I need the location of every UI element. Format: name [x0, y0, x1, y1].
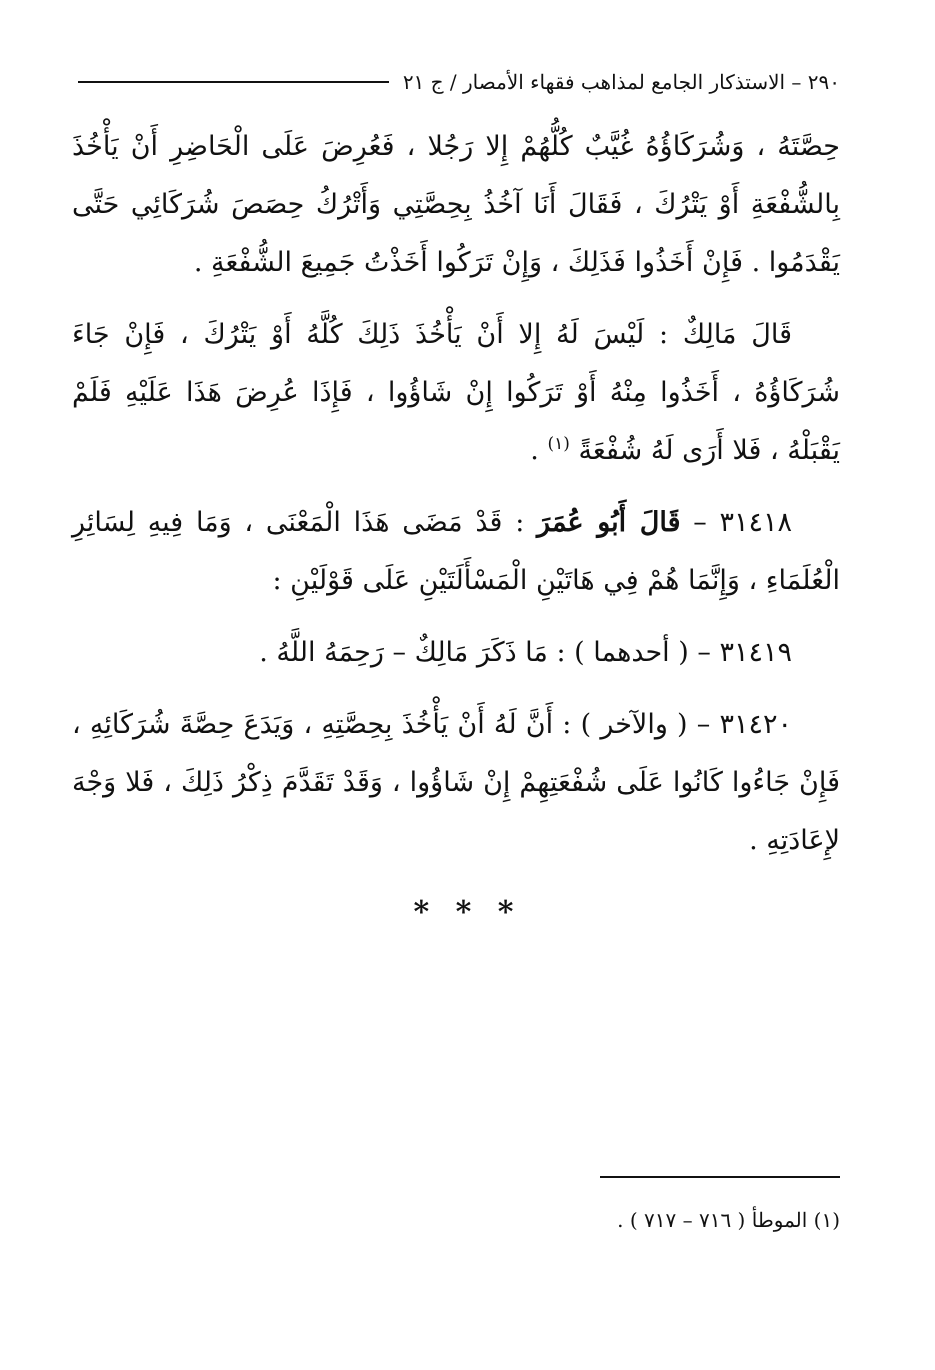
paragraph-4: [72, 624, 840, 682]
header-rule: [78, 81, 389, 83]
running-head: ٢٩٠ – الاستذكار الجامع لمذاهب فقهاء الأمصار / ج ٢١: [402, 70, 840, 94]
paragraph-4-text: ( أحدهما ) : مَا ذَكَرَ مَالِكٌ – رَحِمَهُ اللَّهُ .: [259, 637, 698, 668]
paragraph-4-number: ٣١٤١٩ –: [697, 637, 792, 668]
page-header: [78, 62, 840, 102]
main-text: [72, 118, 840, 870]
paragraph-2-text: قَالَ مَالِكٌ : لَيْسَ لَهُ إِلا أَنْ يَأْخُذَ ذَلِكَ كُلَّهُ أَوْ يَتْرُكَ ، فَإِنْ جَاءَ شُرَكَاؤُهُ ، أَخَذُوا مِنْهُ أَوْ تَرَكُوا إِنْ شَاؤُوا ، فَإِذَا عُرِضَ هَذَا عَلَيْهِ فَلَمْ يَقْبَلْهُ ، فَلا أَرَى لَهُ شُفْعَةً: [72, 319, 840, 466]
paragraph-2: [72, 306, 840, 480]
paragraph-5: [72, 696, 840, 870]
paragraph-3: [72, 494, 840, 610]
paragraph-2-end: .: [530, 435, 548, 466]
section-separator: * * *: [413, 895, 522, 930]
paragraph-3-speaker: قَالَ أَبُو عُمَرَ: [537, 507, 681, 538]
footnote-rule: [600, 1176, 840, 1178]
footnote: (١) الموطأ ( ٧١٦ – ٧١٧ ) .: [617, 1208, 840, 1232]
paragraph-5-text: ( والآخر ) : أَنَّ لَهُ أَنْ يَأْخُذَ بِحِصَّتِهِ ، وَيَدَعَ حِصَّةَ شُرَكَائِهِ ، فَإِنْ جَاءُوا كَانُوا عَلَى شُفْعَتِهِمْ إِنْ شَاؤُوا ، وَقَدْ تَقَدَّمَ ذِكْرُ ذَلِكَ ، فَلا وَجْهَ لإِعَادَتِهِ .: [72, 709, 840, 856]
paragraph-3-number: ٣١٤١٨ –: [693, 507, 793, 538]
footnote-reference: (١): [547, 434, 570, 454]
paragraph-1: حِصَّتَهُ ، وَشُرَكَاؤُهُ غُيَّبٌ كُلُّهُمْ إِلا رَجُلا ، فَعُرِضَ عَلَى الْحَاضِرِ أَنْ يَأْخُذَ بِالشُّفْعَةِ أَوْ يَتْرُكَ ، فَقَالَ أَنَا آخُذُ بِحِصَّتِي وَأَتْرُكُ حِصَصَ شُرَكَائِي حَتَّى يَقْدَمُوا . فَإِنْ أَخَذُوا فَذَلِكَ ، وَإِنْ تَرَكُوا أَخَذْتُ جَمِيعَ الشُّفْعَةِ .: [72, 131, 840, 278]
paragraph-3-text: : قَدْ مَضَى هَذَا الْمَعْنَى ، وَمَا فِيهِ لِسَائِرِ الْعُلَمَاءِ ، وَإِنَّمَا هُمْ فِي هَاتَيْنِ الْمَسْأَلَتَيْنِ عَلَى قَوْلَيْنِ :: [72, 507, 840, 596]
paragraph-5-number: ٣١٤٢٠ –: [696, 709, 792, 740]
